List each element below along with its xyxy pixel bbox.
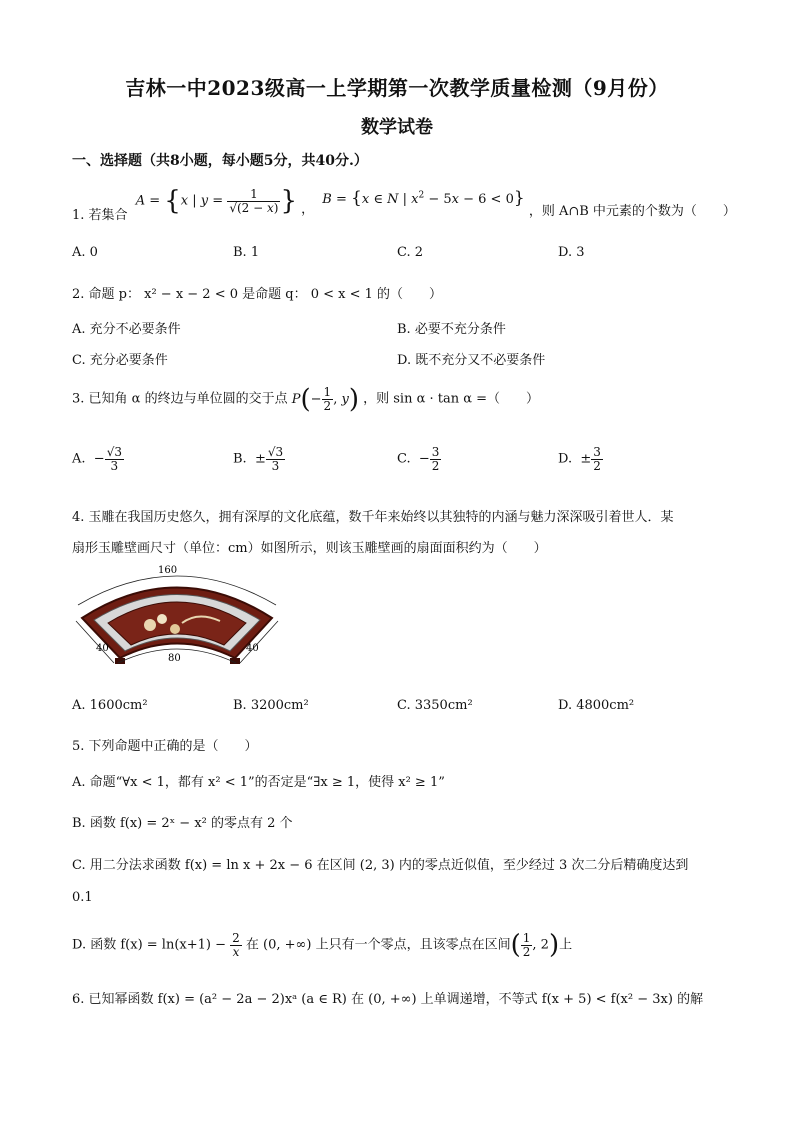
q3-prefix: 3. 已知角 α 的终边与单位圆的交于点 (72, 391, 288, 407)
exam-title: 吉林一中2023级高一上学期第一次教学质量检测（9月份） (125, 76, 669, 100)
q5-option-c: C. 用二分法求函数 f(x) = ln x + 2x − 6 在区间 (2, 3) 内的零点近似值，至少经过 3 次二分后精确度达到 (72, 858, 689, 873)
q4-option-a: A. 1600cm² (72, 698, 148, 713)
q1-option-d: D. 3 (558, 245, 585, 260)
q1-prefix: 1. 若集合 (72, 207, 128, 223)
fan-screen-figure (70, 563, 285, 673)
q5-stem: 5. 下列命题中正确的是（ ） (72, 739, 258, 754)
q5-d-mid: 在 (0, +∞) 上只有一个零点，且该零点在区间 (241, 937, 511, 953)
q3-option-b: B. ± $\frac{√3}{3}$ (233, 445, 284, 473)
q1-option-c: C. 2 (397, 245, 424, 260)
q1-comma: ， (301, 201, 315, 217)
q1-set-a: A = {x | y = $\frac{1}{√(2 - x)}$ } (135, 186, 297, 216)
q3-stem (72, 384, 539, 414)
q3-option-a: A. − $\frac{√3}{3}$ (72, 445, 122, 473)
q5-option-b: B. 函数 f(x) = 2ˣ − x² 的零点有 2 个 (72, 816, 293, 831)
q5-option-a: A. 命题“∀x < 1，都有 x² < 1”的否定是“∃x ≥ 1，使得 x² ≥ 1” (72, 775, 445, 790)
q4-option-d: D. 4800cm² (558, 698, 635, 713)
q5-option-d: D. 函数 f(x) = ln(x+1) − $\frac{2}{x}$ 在 (0, +∞) 上只有一个零点，且该零点在区间( $\frac{1}{2}$ , 2)上 (72, 930, 573, 960)
figure-label-left: 40 (96, 643, 109, 654)
q3-option-c: C. − $\frac{3}{2}$ (397, 445, 440, 473)
q1-stem (72, 186, 736, 223)
q3-option-d: D. ± $\frac{3}{2}$ (558, 445, 601, 473)
section-heading: 一、选择题（共8小题，每小题5分，共40分.） (72, 153, 368, 169)
q6-stem: 6. 已知幂函数 f(x) = (a² − 2a − 2)xᵃ (a ∈ R) 在 (0, +∞) 上单调递增，不等式 f(x + 5) < f(x² − 3x) 的解 (72, 992, 704, 1007)
figure-label-bottom: 80 (168, 653, 181, 664)
q1-option-b: B. 1 (233, 245, 260, 260)
q5-option-c-cont: 0.1 (72, 890, 93, 905)
q2-option-c: C. 充分必要条件 (72, 353, 168, 368)
q2-option-b: B. 必要不充分条件 (397, 322, 506, 337)
exam-subtitle: 数学试卷 (361, 117, 433, 138)
q1-tail: ，则 A∩B 中元素的个数为（ ） (528, 203, 736, 219)
q3-point: P(− $\frac{1}{2}$ , y) (291, 384, 359, 414)
q4-line2: 扇形玉雕壁画尺寸（单位：cm）如图所示，则该玉雕壁画的扇面面积约为（ ） (72, 541, 547, 556)
q4-line1: 4. 玉雕在我国历史悠久，拥有深厚的文化底蕴，数千年来始终以其独特的内涵与魅力深深吸引着世人．某 (72, 510, 674, 525)
q5-d-prefix: D. 函数 f(x) = ln(x+1) − (72, 937, 231, 953)
q1-set-b: B = {x ∈ N | $x^2 - 5x - 6 < 0$} (322, 187, 525, 208)
q3-tail: ，则 sin α · tan α =（ ） (363, 391, 540, 407)
q2-option-d: D. 既不充分又不必要条件 (397, 353, 546, 368)
q4-option-b: B. 3200cm² (233, 698, 309, 713)
q5-d-tail: 上 (559, 937, 573, 953)
q2-stem: 2. 命题 p： x² − x − 2 < 0 是命题 q： 0 < x < 1 的（ ） (72, 287, 443, 302)
q2-option-a: A. 充分不必要条件 (72, 322, 181, 337)
figure-label-right: 40 (246, 643, 259, 654)
figure-label-top: 160 (158, 565, 178, 576)
q4-option-c: C. 3350cm² (397, 698, 473, 713)
q1-option-a: A. 0 (72, 245, 98, 260)
